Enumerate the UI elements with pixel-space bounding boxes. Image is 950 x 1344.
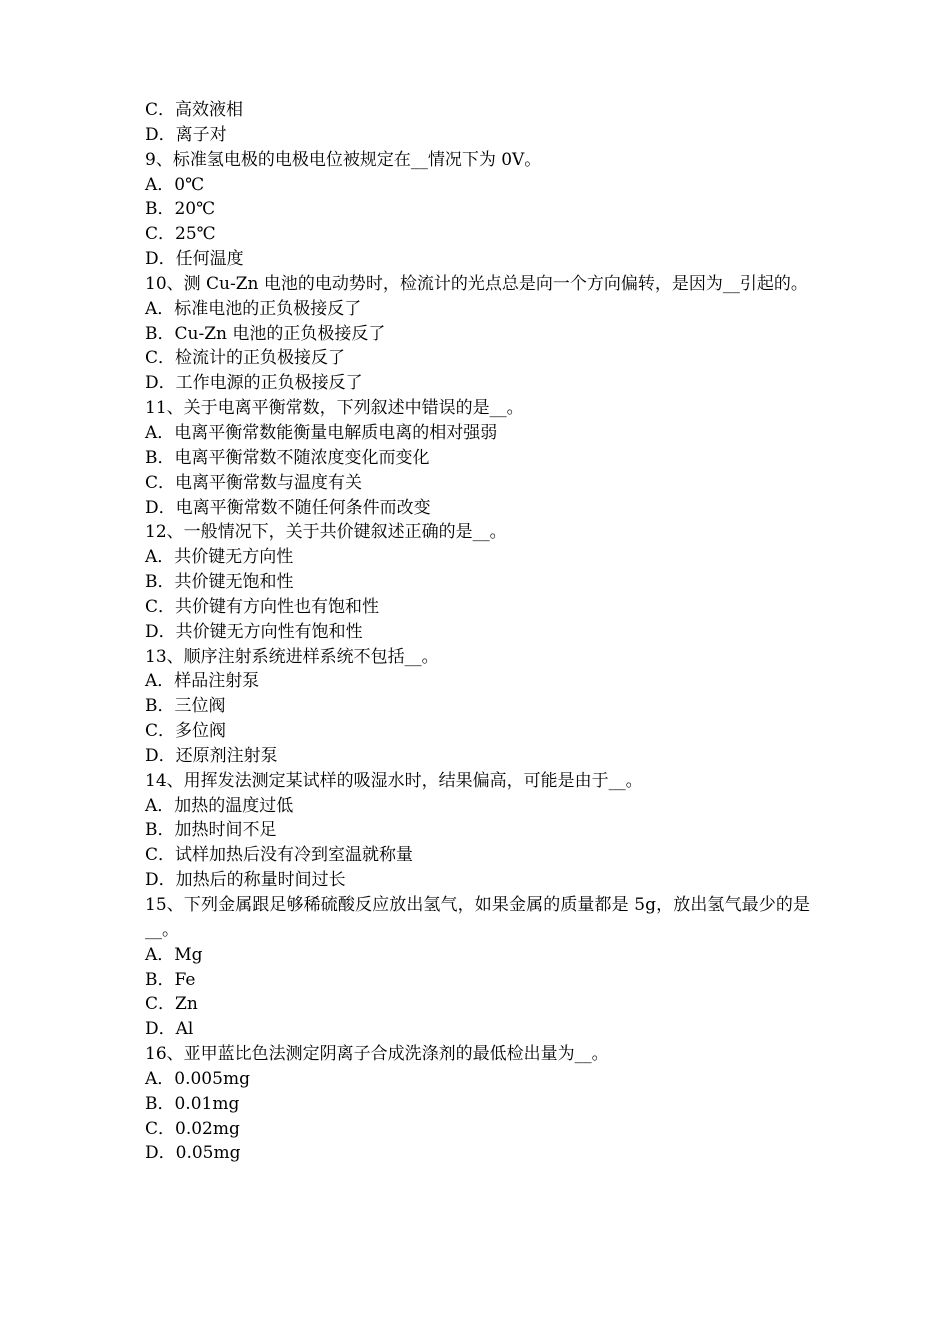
answer-option: D．离子对 [145,124,227,145]
answer-option: B．0.01mg [145,1093,240,1114]
question-stem: 11、关于电离平衡常数，下列叙述中错误的是__。 [145,398,524,419]
answer-option: C．共价键有方向性也有饱和性 [145,596,380,617]
answer-option: B．加热时间不足 [145,820,277,841]
answer-option: B．20℃ [145,199,216,220]
question-stem: 10、测 Cu-Zn 电池的电动势时，检流计的光点总是向一个方向偏转，是因为__引起的。 [145,273,808,294]
answer-option: D．还原剂注射泵 [145,745,278,766]
answer-option: B．Fe [145,969,196,990]
question-stem: 12、一般情况下，关于共价键叙述正确的是__。 [145,522,507,543]
answer-option: C．0.02mg [145,1118,240,1139]
answer-option: D．共价键无方向性有饱和性 [145,621,363,642]
answer-option: A．Mg [145,944,203,965]
answer-option: A．0.005mg [145,1068,250,1089]
question-stem: 9、标准氢电极的电极电位被规定在__情况下为 0V。 [145,149,542,170]
answer-option: B．电离平衡常数不随浓度变化而变化 [145,447,430,468]
answer-option: D．Al [145,1019,194,1040]
answer-option: D．加热后的称量时间过长 [145,870,346,891]
answer-option: C．25℃ [145,224,216,245]
question-stem: 13、顺序注射系统进样系统不包括__。 [145,646,439,667]
answer-option: A．共价键无方向性 [145,547,294,568]
answer-option: C．检流计的正负极接反了 [145,348,346,369]
answer-option: A．0℃ [145,174,205,195]
answer-option: C．Zn [145,994,198,1015]
answer-option: C．多位阀 [145,721,227,742]
answer-option: D．电离平衡常数不随任何条件而改变 [145,497,431,518]
answer-option: B．三位阀 [145,696,226,717]
answer-option: A．加热的温度过低 [145,795,294,816]
answer-option: C．高效液相 [145,100,244,120]
answer-option: D．工作电源的正负极接反了 [145,373,363,394]
answer-option: C．电离平衡常数与温度有关 [145,472,363,493]
answer-option: A．样品注射泵 [145,671,260,692]
answer-option: A．电离平衡常数能衡量电解质电离的相对强弱 [145,422,498,443]
answer-option: C．试样加热后没有冷到室温就称量 [145,845,414,866]
question-stem: 15、下列金属跟足够稀硫酸反应放出氢气，如果金属的质量都是 5g，放出氢气最少的是__。 [145,895,810,940]
answer-option: B．共价键无饱和性 [145,572,294,593]
question-list [145,98,810,1166]
answer-option: D．任何温度 [145,249,244,270]
answer-option: B．Cu-Zn 电池的正负极接反了 [145,323,386,344]
question-stem: 14、用挥发法测定某试样的吸湿水时，结果偏高，可能是由于__。 [145,770,643,791]
answer-option: A．标准电池的正负极接反了 [145,298,362,319]
answer-option: D．0.05mg [145,1143,241,1164]
question-stem: 16、亚甲蓝比色法测定阴离子合成洗涤剂的最低检出量为__。 [145,1044,609,1065]
